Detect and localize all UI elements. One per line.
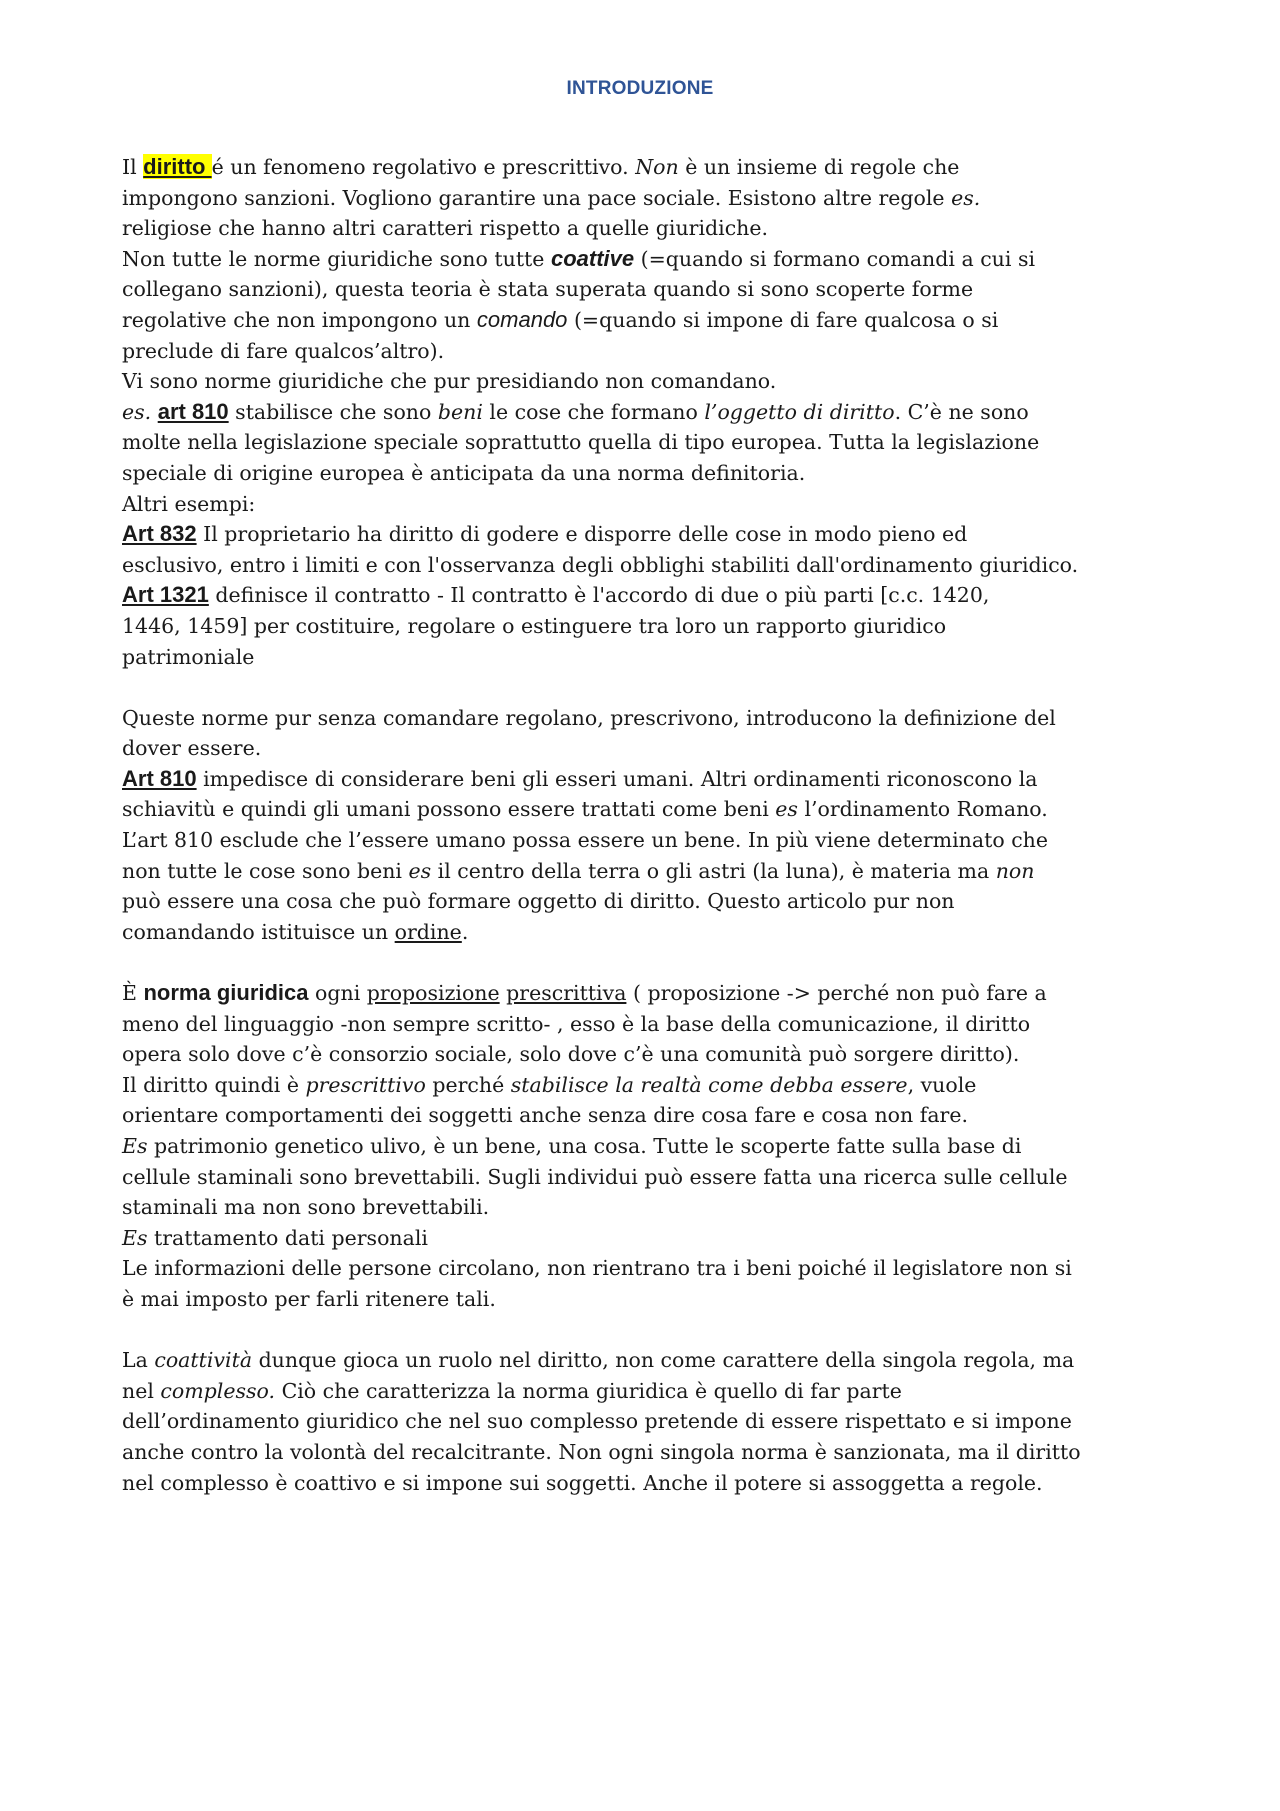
blank-line [122, 672, 1172, 703]
text-run: Il [122, 155, 144, 179]
text-run: cellule staminali sono brevettabili. Sugli individui può essere fatta una ricerca sulle cellule [122, 1164, 1068, 1189]
text-run: Es [122, 1134, 148, 1158]
text-line [122, 764, 1172, 795]
text-run: complesso. [160, 1378, 276, 1403]
text-line [122, 611, 1172, 642]
text-run: Il diritto quindi è [122, 1072, 306, 1097]
text-run: molte nella legislazione speciale soprattutto quella di tipo europea. Tutta la legislazione [122, 430, 1040, 455]
text-run: può essere una cosa che può formare oggetto di diritto. Questo articolo pur non [122, 889, 955, 914]
text-line [122, 1070, 1172, 1101]
text-line [122, 1376, 1172, 1407]
text-run: . [461, 919, 469, 944]
text-line [122, 336, 1172, 367]
text-line [122, 642, 1172, 673]
text-run: es [775, 797, 798, 822]
text-line [122, 856, 1172, 887]
text-line [122, 1223, 1172, 1254]
text-run: La [122, 1348, 155, 1373]
text-run: Il proprietario ha diritto di godere e disporre delle cose in modo pieno ed [196, 522, 968, 547]
text-run: Art 1321 [122, 582, 209, 608]
text-run: ( proposizione -> perché non può fare a [626, 981, 1047, 1006]
text-run: diritto [143, 154, 212, 179]
text-run: l’oggetto di diritto [704, 399, 895, 424]
text-run: è un insieme di regole che [678, 155, 960, 179]
text-line [122, 458, 1172, 489]
text-line [122, 489, 1172, 520]
text-line [122, 917, 1172, 948]
text-run: . C’è ne sono [894, 399, 1029, 424]
text-run: Le informazioni delle persone circolano, non rientrano tra i beni poiché il legislatore non si [122, 1256, 1072, 1281]
text-line [122, 1039, 1172, 1070]
text-run: Art 810 [122, 765, 197, 791]
document-body [122, 152, 1172, 1498]
text-line [122, 580, 1172, 611]
text-line [122, 305, 1172, 336]
text-run: esclusivo, entro i limiti e con l'osservanza degli obblighi stabiliti dall'ordinamento giuridico. [122, 552, 1079, 577]
text-run: impedisce di considerare beni gli esseri umani. Altri ordinamenti riconoscono la [196, 766, 1038, 791]
text-line [122, 703, 1172, 734]
text-run: orientare comportamenti dei soggetti anche senza dire cosa fare e cosa non fare. [122, 1103, 968, 1128]
text-run: non tutte le cose sono beni [122, 858, 409, 883]
text-run: Queste norme pur senza comandare regolano, prescrivono, introducono la definizione del [122, 705, 1056, 730]
text-line [122, 1468, 1172, 1499]
text-run: è mai imposto per farli ritenere tali. [122, 1286, 496, 1311]
text-run: non [995, 858, 1035, 883]
blank-line [122, 1315, 1172, 1346]
text-line [122, 1437, 1172, 1468]
text-line [122, 1131, 1172, 1162]
text-line [122, 794, 1172, 825]
text-run: patrimoniale [122, 644, 255, 669]
text-run: perché [425, 1072, 511, 1097]
text-run: religiose che hanno altri caratteri rispetto a quelle giuridiche. [122, 216, 769, 241]
text-run: comandando istituisce un [122, 919, 395, 944]
text-run: Es [122, 1225, 148, 1250]
text-run: , vuole [907, 1072, 977, 1097]
text-run: staminali ma non sono brevettabili. [122, 1195, 490, 1220]
text-run: proposizione [366, 981, 500, 1006]
text-line [122, 886, 1172, 917]
text-line [122, 397, 1172, 428]
text-run: dunque gioca un ruolo nel diritto, non come carattere della singola regola, ma [252, 1348, 1075, 1373]
text-run: impongono sanzioni. Vogliono garantire una pace sociale. Esistono altre regole [122, 185, 952, 210]
text-run: es. [122, 399, 152, 424]
text-line [122, 550, 1172, 581]
text-line [122, 1253, 1172, 1284]
text-run: prescrittiva [506, 981, 627, 1006]
text-run: nel complesso è coattivo e si impone sui soggetti. Anche il potere si assoggetta a regole. [122, 1470, 1043, 1495]
text-run: 1446, 1459] per costituire, regolare o estinguere tra loro un rapporto giuridico [122, 613, 947, 638]
text-line [122, 1284, 1172, 1315]
text-run: meno del linguaggio -non sempre scritto- , esso è la base della comunicazione, il diritto [122, 1011, 1031, 1036]
text-run: schiavitù e quindi gli umani possono essere trattati come beni [122, 797, 776, 822]
text-run: nel [122, 1378, 161, 1403]
text-run: È [122, 981, 144, 1006]
text-run: coattive [550, 245, 635, 271]
text-run: ordine [394, 919, 462, 944]
text-run: stabilisce la realtà come debba essere [510, 1072, 908, 1097]
text-run: dell’ordinamento giuridico che nel suo complesso pretende di essere rispettato e si impone [122, 1409, 1072, 1434]
text-run: regolative che non impongono un [122, 307, 477, 332]
text-run: (=quando si impone di fare qualcosa o si [567, 307, 999, 332]
text-run: es [408, 858, 432, 883]
text-run: Art 832 [122, 521, 197, 547]
text-run: dover essere. [122, 736, 262, 761]
text-run: (=quando si formano comandi a cui si [634, 246, 1036, 271]
text-run: prescrittivo [305, 1072, 426, 1097]
text-run: l’ordinamento Romano. [797, 797, 1048, 822]
text-run: patrimonio genetico ulivo, è un bene, una cosa. Tutte le scoperte fatte sulla base di [147, 1134, 1022, 1158]
text-line [122, 244, 1172, 275]
text-line [122, 1162, 1172, 1193]
text-run: Vi sono norme giuridiche che pur presidiando non comandano. [122, 369, 777, 394]
text-line [122, 978, 1172, 1009]
text-run: comando [476, 306, 568, 332]
text-run: é un fenomeno regolativo e prescrittivo. [211, 155, 636, 179]
text-line [122, 427, 1172, 458]
text-line [122, 1406, 1172, 1437]
text-line [122, 366, 1172, 397]
text-run: Non tutte le norme giuridiche sono tutte [122, 246, 551, 271]
text-line [122, 733, 1172, 764]
text-run: speciale di origine europea è anticipata da una norma definitoria. [122, 460, 806, 485]
text-run: es. [951, 185, 981, 210]
text-run: definisce il contratto - Il contratto è l'accordo di due o più parti [c.c. 1420, [208, 583, 990, 608]
text-run: beni [437, 399, 483, 424]
text-run: opera solo dove c’è consorzio sociale, solo dove c’è una comunità può sorgere diritto). [122, 1042, 1020, 1067]
text-line [122, 1009, 1172, 1040]
text-line [122, 152, 1172, 183]
text-line [122, 1345, 1172, 1376]
text-run: trattamento dati personali [147, 1225, 428, 1250]
text-run: il centro della terra o gli astri (la luna), è materia ma [431, 858, 996, 883]
text-line [122, 213, 1172, 244]
text-run: L’art 810 esclude che l’essere umano possa essere un bene. In più viene determinato che [122, 828, 1049, 853]
text-line [122, 1100, 1172, 1131]
blank-line [122, 947, 1172, 978]
text-run: Ciò che caratterizza la norma giuridica è quello di far parte [275, 1378, 902, 1403]
text-line [122, 825, 1172, 856]
text-run: ogni [308, 981, 367, 1006]
text-run: le cose che formano [482, 399, 705, 424]
text-line [122, 274, 1172, 305]
text-run: norma giuridica [143, 980, 309, 1006]
text-line [122, 183, 1172, 214]
text-line [122, 1192, 1172, 1223]
text-run: art 810 [157, 398, 229, 424]
text-run: Non [635, 155, 679, 179]
text-line [122, 519, 1172, 550]
text-run: preclude di fare qualcos’altro). [122, 338, 445, 363]
text-run: anche contro la volontà del recalcitrante. Non ogni singola norma è sanzionata, ma il diritto [122, 1439, 1081, 1464]
text-run: Altri esempi: [122, 491, 256, 516]
page-title: INTRODUZIONE [566, 78, 714, 99]
text-run: coattività [154, 1348, 253, 1373]
text-run: stabilisce che sono [228, 399, 438, 424]
text-run: collegano sanzioni), questa teoria è stata superata quando si sono scoperte forme [122, 277, 974, 302]
